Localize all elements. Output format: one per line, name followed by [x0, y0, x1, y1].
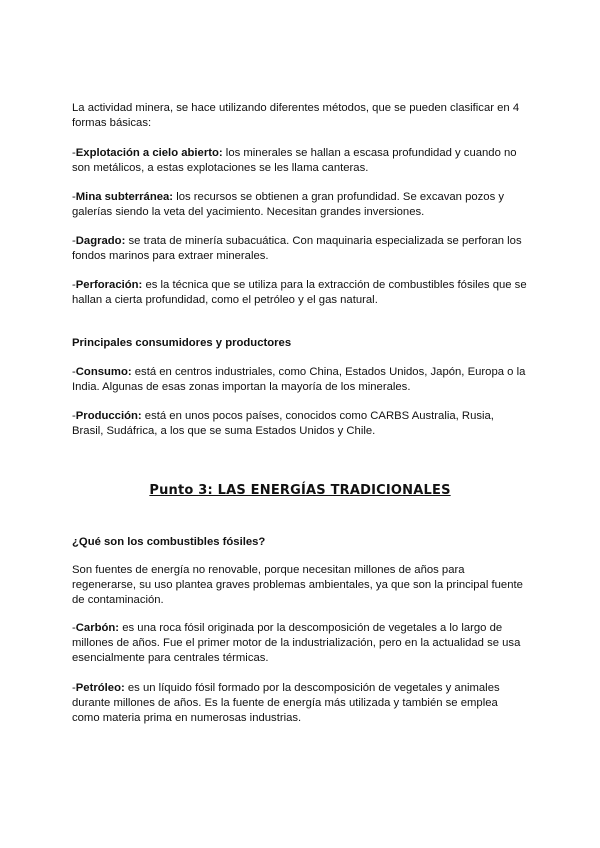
term: Perforación: — [75, 279, 143, 291]
definition-text: está en unos pocos países, conocidos como CARBS Australia, Rusia, Brasil, Sudáfrica, a los que se suma Estados Unidos y Chile. — [72, 410, 494, 437]
definition-text: los minerales se hallan a escasa profundidad y cuando no son metálicos, a estas explotaciones se les llama canteras. — [72, 147, 517, 174]
definition-text: es un líquido fósil formado por la descomposición de vegetales y animales durante millones de años. Es la fuente de energía más utilizada y también se emplea como materia prima en numerosas industrias. — [72, 682, 500, 724]
definition-text: los recursos se obtienen a gran profundidad. Se excavan pozos y galerías siendo la veta del yacimiento. Necesitan grandes inversiones. — [72, 191, 505, 218]
method-mina-subterranea: -Mina subterránea: los recursos se obtienen a gran profundidad. Se excavan pozos y galerías siendo la veta del yacimiento. Necesitan grandes inversiones. — [72, 191, 505, 218]
section-heading: Punto 3: LAS ENERGÍAS TRADICIONALES — [149, 483, 451, 498]
method-explotacion-cielo-abierto: -Explotación a cielo abierto: los minerales se hallan a escasa profundidad y cuando no son metálicos, a estas explotaciones se les llama canteras. — [72, 147, 517, 174]
definition-text: es la técnica que se utiliza para la extracción de combustibles fósiles que se hallan a cierta profundidad, como el petróleo y el gas natural. — [72, 279, 527, 306]
intro-paragraph: La actividad minera, se hace utilizando diferentes métodos, que se pueden clasificar en 4 formas básicas: — [72, 102, 520, 129]
produccion-paragraph: -Producción: está en unos pocos países, conocidos como CARBS Australia, Rusia, Brasil, Sudáfrica, a los que se suma Estados Unidos y Chile. — [72, 410, 494, 437]
consumers-title: Principales consumidores y productores — [72, 337, 292, 349]
definition-text: es una roca fósil originada por la descomposición de vegetales a lo largo de millones de años. Fue el primer motor de la industrialización, pero en la actualidad se usa esencialmente para centrales térmicas. — [72, 622, 521, 664]
term: Consumo: — [75, 366, 132, 378]
term: Producción: — [75, 410, 142, 422]
question-heading: ¿Qué son los combustibles fósiles? — [72, 536, 266, 548]
method-perforacion: -Perforación: es la técnica que se utiliza para la extracción de combustibles fósiles que se hallan a cierta profundidad, como el petróleo y el gas natural. — [72, 279, 527, 306]
petroleo-paragraph: -Petróleo: es un líquido fósil formado por la descomposición de vegetales y animales durante millones de años. Es la fuente de energía más utilizada y también se emplea como materia prima en numerosas industrias. — [72, 682, 500, 724]
definition-paragraph: Son fuentes de energía no renovable, porque necesitan millones de años para regenerarse, su uso plantea graves problemas ambientales, ya que son la principal fuente de contaminación. — [72, 564, 523, 606]
definition-text: está en centros industriales, como China, Estados Unidos, Japón, Europa o la India. Algunas de esas zonas importan la mayoría de los minerales. — [72, 366, 526, 393]
term: Explotación a cielo abierto: — [75, 147, 223, 159]
method-dagrado: -Dagrado: se trata de minería subacuática. Con maquinaria especializada se perforan los fondos marinos para extraer minerales. — [72, 235, 522, 262]
term: Petróleo: — [75, 682, 125, 694]
definition-text: se trata de minería subacuática. Con maquinaria especializada se perforan los fondos marinos para extraer minerales. — [72, 235, 522, 262]
term: Carbón: — [75, 622, 120, 634]
term: Dagrado: — [75, 235, 126, 247]
carbon-paragraph: -Carbón: es una roca fósil originada por la descomposición de vegetales a lo largo de millones de años. Fue el primer motor de la industrialización, pero en la actualidad se usa esencialmente para centrales térmicas. — [72, 622, 521, 664]
consumo-paragraph: -Consumo: está en centros industriales, como China, Estados Unidos, Japón, Europa o la India. Algunas de esas zonas importan la mayoría de los minerales. — [72, 366, 526, 393]
term: Mina subterránea: — [75, 191, 174, 203]
